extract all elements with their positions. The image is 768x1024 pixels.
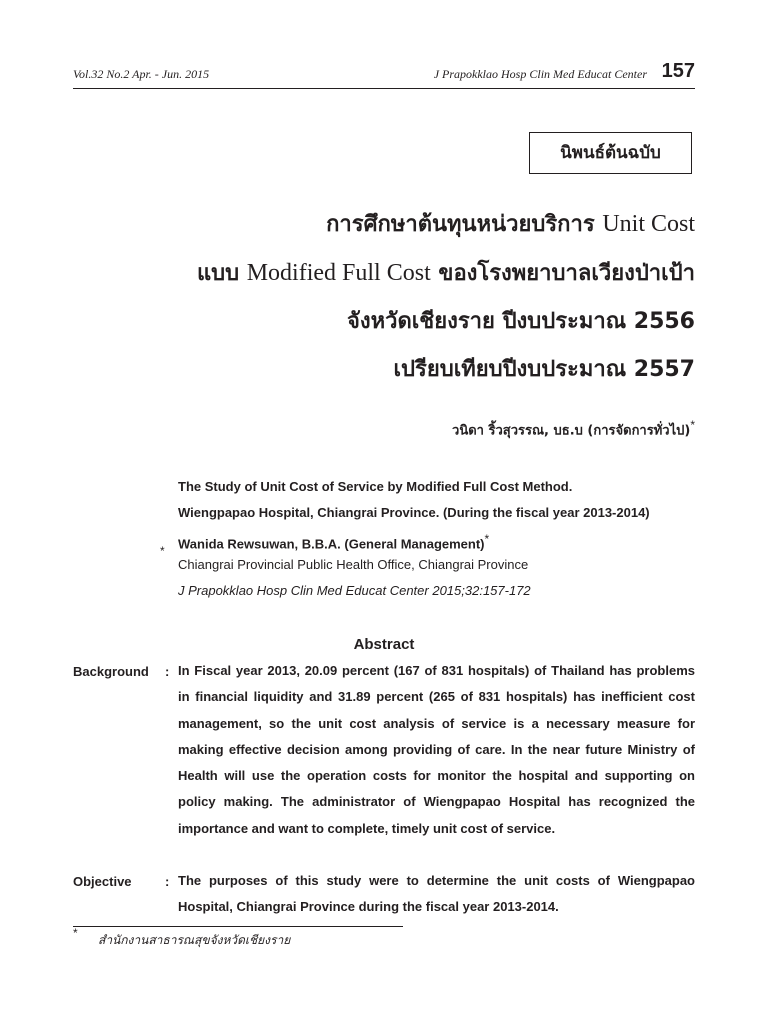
citation: J Prapokklao Hosp Clin Med Educat Center 2015;32:157-172 <box>178 583 531 598</box>
running-header <box>73 60 695 89</box>
title-line-2 <box>55 249 695 298</box>
objective-colon: : <box>165 874 170 889</box>
title-line-3: จังหวัดเชียงราย ปีงบประมาณ 2556 <box>346 309 695 334</box>
thai-author-name: วนิดา ริ้วสุวรรณ, บธ.บ (การจัดการทั่วไป) <box>452 423 691 439</box>
objective-label: Objective <box>73 874 132 889</box>
journal-volume: Vol.32 No.2 Apr. - Jun. 2015 <box>73 67 210 81</box>
thai-title <box>55 200 695 394</box>
thai-author <box>452 418 695 440</box>
author-footnote-marker: * <box>690 418 695 432</box>
title-line-4: เปรียบเทียบปีงบประมาณ 2557 <box>393 357 695 382</box>
english-affiliation: Chiangrai Provincial Public Health Office, Chiangrai Province <box>178 557 529 572</box>
background-text: In Fiscal year 2013, 20.09 percent (167 of 831 hospitals) of Thailand has problems in financial liquidity and 31.89 percent (265 of 831 hospitals) has inefficient cost management, so the unit cost analysis of service is a necessary measure for making effective decision among providing of care. In the near future Ministry of Health will use the operation costs for monitor the hospital and supporting on policy making. The administrator of Wiengpapao Hospital has recognized the importance and want to complete, timely unit cost of service. <box>178 663 695 836</box>
english-author <box>178 526 698 552</box>
abstract-heading: Abstract <box>353 636 415 653</box>
title-line-1-thai: การศึกษาต้นทุนหน่วยบริการ <box>326 212 595 237</box>
english-title-line-1: The Study of Unit Cost of Service by Modified Full Cost Method. <box>178 479 573 494</box>
background-label: Background <box>73 664 149 679</box>
footnote-marker: * <box>73 926 78 940</box>
english-title-block <box>160 474 698 604</box>
footnote-divider <box>73 926 403 927</box>
title-line-2-thai-b: ของโรงพยาบาลเวียงป่าเป้า <box>438 261 695 286</box>
english-title-line-2: Wiengpapao Hospital, Chiangrai Province. (During the fiscal year 2013-2014) <box>178 505 650 520</box>
title-line-2-thai-a: แบบ <box>196 261 240 286</box>
affiliation-marker: * <box>160 544 165 558</box>
page-number: 157 <box>661 60 695 82</box>
title-line-2-english: Modified Full Cost <box>246 260 431 286</box>
footnote-text: สำนักงานสาธารณสุขจังหวัดเชียงราย <box>98 933 291 947</box>
article-type-badge: นิพนธ์ต้นฉบับ <box>529 132 692 174</box>
background-colon: : <box>165 664 170 679</box>
title-line-1-english: Unit Cost <box>602 211 695 237</box>
title-line-1 <box>55 200 695 249</box>
objective-text: The purposes of this study were to determine the unit costs of Wiengpapao Hospital, Chiangrai Province during the fiscal year 2013-2014. <box>178 873 695 915</box>
english-author-footnote-marker: * <box>484 532 490 546</box>
english-author-name: Wanida Rewsuwan, B.B.A. (General Management) <box>178 536 485 552</box>
journal-name: J Prapokklao Hosp Clin Med Educat Center <box>433 67 647 81</box>
